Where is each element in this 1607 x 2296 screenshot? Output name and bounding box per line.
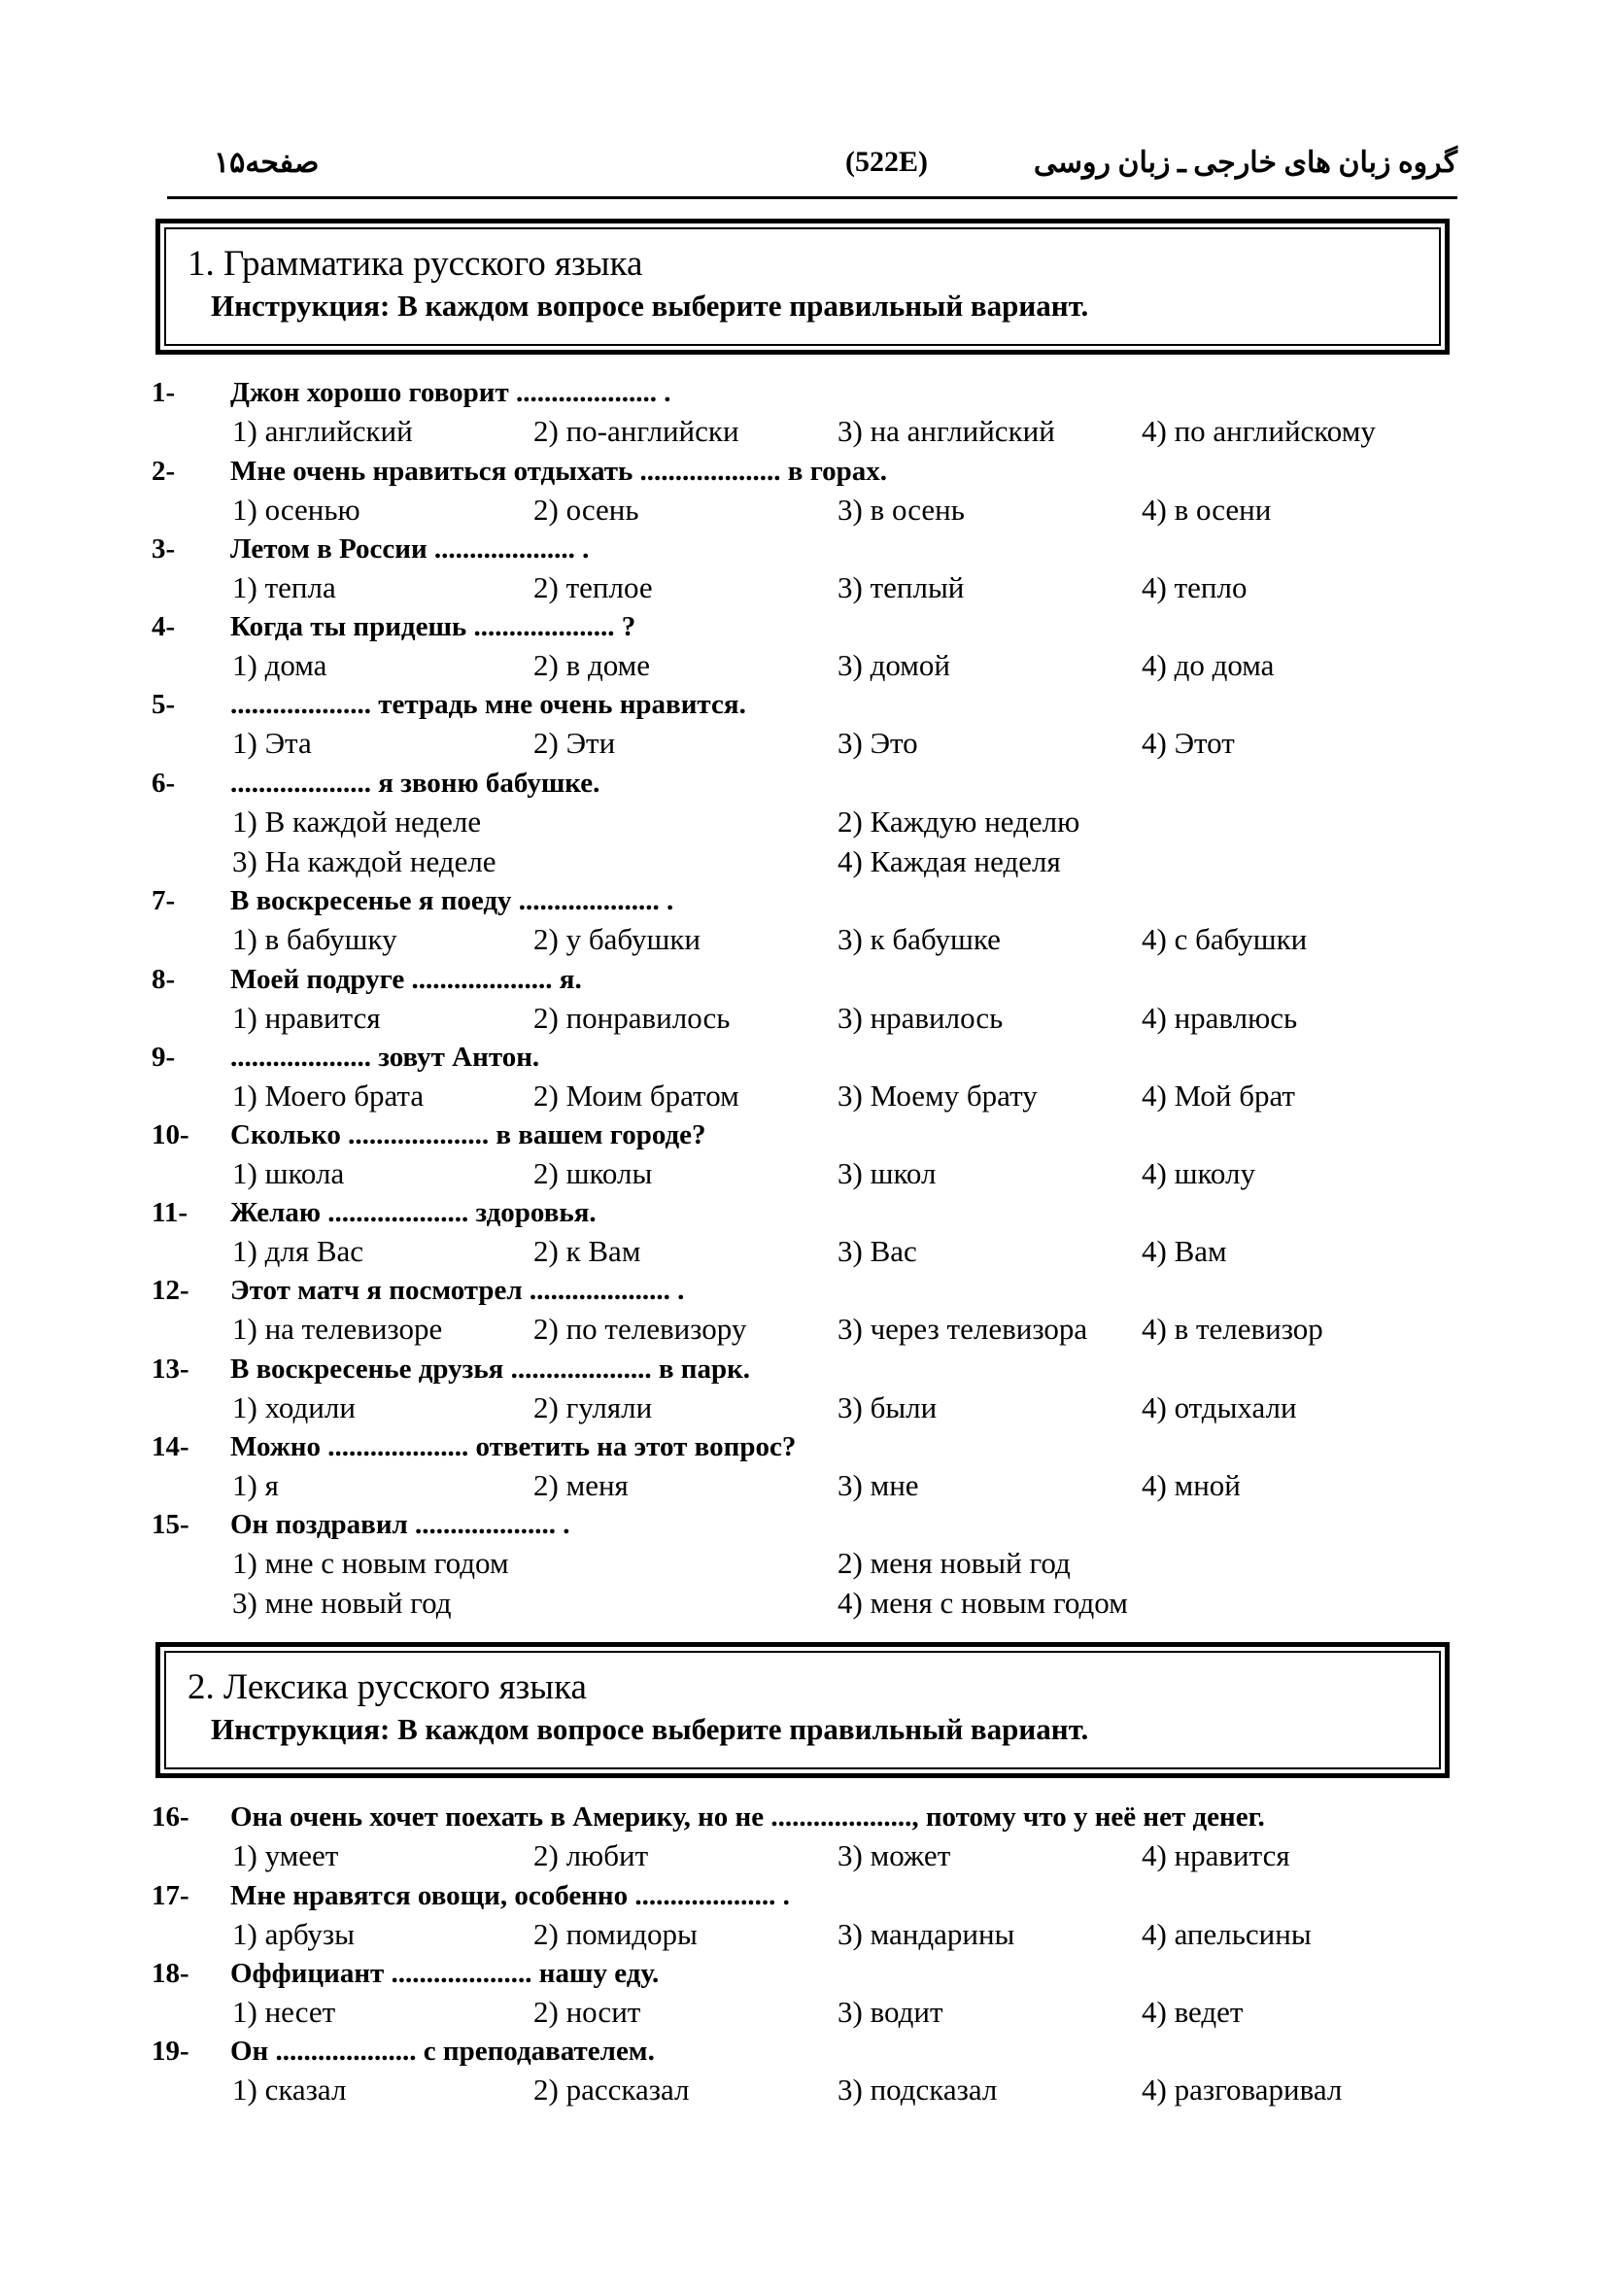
answer-option[interactable]: 4) Мой брат [1142,1079,1295,1113]
question-number: 17- [152,1880,189,1911]
question-stem: Этот матч я посмотрел .................... . [230,1275,685,1306]
answer-option[interactable]: 2) по-английски [533,414,739,448]
question-number: 5- [152,689,176,720]
question-stem: Мне нравятся овощи, особенно .................... . [230,1880,790,1911]
answer-option[interactable]: 2) любит [533,1838,649,1872]
question-stem: Летом в России .................... . [230,533,590,565]
answer-option[interactable]: 1) мне с новым годом [232,1546,509,1580]
answer-option[interactable]: 4) нравлюсь [1142,1001,1298,1035]
question-stem: Можно .................... ответить на этот вопрос? [230,1431,797,1462]
answer-option[interactable]: 3) На каждой неделе [232,844,496,878]
header-divider [167,196,1457,199]
answer-option[interactable]: 2) Каждую неделю [838,805,1080,839]
answer-option[interactable]: 3) были [838,1390,938,1424]
question-stem: Сколько .................... в вашем городе? [230,1119,706,1150]
answer-option[interactable]: 2) меня [533,1468,629,1502]
question-number: 8- [152,964,176,995]
question-stem: Когда ты придешь .................... ? [230,611,636,642]
answer-option[interactable]: 3) Вас [838,1234,917,1268]
answer-option[interactable]: 1) нравится [232,1001,381,1035]
question-stem: Он .................... с преподавателем. [230,2036,655,2067]
answer-option[interactable]: 1) несет [232,1995,336,2029]
question-number: 10- [152,1119,189,1150]
question-number: 14- [152,1431,189,1462]
answer-option[interactable]: 4) ведет [1142,1995,1244,2029]
answer-option[interactable]: 1) дома [232,648,327,682]
question-stem: В воскресенье друзья .................... в парк. [230,1354,751,1385]
answer-option[interactable]: 3) через телевизора [838,1312,1088,1346]
answer-option[interactable]: 2) у бабушки [533,922,701,956]
answer-option[interactable]: 1) тепла [232,570,336,604]
question-number: 9- [152,1042,176,1073]
answer-option[interactable]: 3) домой [838,648,950,682]
question-number: 19- [152,2036,189,2067]
answer-option[interactable]: 2) носит [533,1995,641,2029]
answer-option[interactable]: 3) школ [838,1156,937,1190]
question-number: 13- [152,1354,189,1385]
section-box-vocabulary [155,1642,1450,1778]
page-number: صفحه۱۵ [214,147,320,179]
question-stem: Она очень хочет поехать в Америку, но не ...................., потому что у неё нет денег. [230,1801,1265,1833]
answer-option[interactable]: 3) может [838,1838,951,1872]
answer-option[interactable]: 3) мандарины [838,1917,1015,1951]
answer-option[interactable]: 4) нравится [1142,1838,1290,1872]
question-number: 12- [152,1275,189,1306]
question-number: 18- [152,1958,189,1989]
answer-option[interactable]: 3) в осень [838,493,965,527]
answer-option[interactable]: 3) мне новый год [232,1586,452,1620]
answer-option[interactable]: 1) для Вас [232,1234,364,1268]
answer-option[interactable]: 2) гуляли [533,1390,653,1424]
answer-option[interactable]: 3) мне [838,1468,919,1502]
question-number: 11- [152,1197,188,1228]
answer-option[interactable]: 4) тепло [1142,570,1248,604]
answer-option[interactable]: 1) в бабушку [232,922,397,956]
question-number: 6- [152,768,176,799]
answer-option[interactable]: 3) на английский [838,414,1055,448]
answer-option[interactable]: 1) ходили [232,1390,356,1424]
section-box-grammar [155,219,1450,355]
answer-option[interactable]: 3) к бабушке [838,922,1001,956]
answer-option[interactable]: 2) к Вам [533,1234,641,1268]
answer-option[interactable]: 2) рассказал [533,2073,690,2107]
question-stem: Оффициант .................... нашу еду. [230,1958,660,1989]
question-number: 4- [152,611,176,642]
question-number: 7- [152,885,176,916]
answer-option[interactable]: 4) с бабушки [1142,922,1308,956]
answer-option[interactable]: 4) Вам [1142,1234,1227,1268]
question-stem: .................... тетрадь мне очень нравится. [230,689,746,720]
question-stem: Желаю .................... здоровья. [230,1197,597,1228]
answer-option[interactable]: 4) в осени [1142,493,1272,527]
question-number: 16- [152,1801,189,1833]
answer-option[interactable]: 4) апельсины [1142,1917,1312,1951]
answer-option[interactable]: 1) я [232,1468,279,1502]
answer-option[interactable]: 1) осенью [232,493,360,527]
answer-option[interactable]: 4) мной [1142,1468,1241,1502]
question-number: 15- [152,1509,189,1540]
answer-option[interactable]: 1) умеет [232,1838,339,1872]
answer-option[interactable]: 1) Эта [232,726,312,760]
answer-option[interactable]: 2) Эти [533,726,616,760]
answer-option[interactable]: 1) Моего брата [232,1079,425,1113]
page-header [165,146,1457,194]
answer-option[interactable]: 2) понравилось [533,1001,731,1035]
question-number: 2- [152,456,176,487]
question-stem: В воскресенье я поеду .................... . [230,885,674,916]
section-title: 1. Грамматика русского языка [188,244,643,284]
answer-option[interactable]: 4) Этот [1142,726,1235,760]
answer-option[interactable]: 2) помидоры [533,1917,698,1951]
answer-option[interactable]: 4) школу [1142,1156,1255,1190]
answer-option[interactable]: 3) Это [838,726,918,760]
answer-option[interactable]: 2) осень [533,493,639,527]
answer-option[interactable]: 3) нравилось [838,1001,1004,1035]
question-stem: .................... я звоню бабушке. [230,768,600,799]
exam-code: (522E) [845,146,928,178]
section-instruction: Инструкция: В каждом вопросе выберите правильный вариант. [211,1712,1089,1746]
answer-option[interactable]: 2) Моим братом [533,1079,739,1113]
question-stem: Он поздравил .................... . [230,1509,570,1540]
answer-option[interactable]: 3) Моему брату [838,1079,1038,1113]
answer-option[interactable]: 4) отдыхали [1142,1390,1297,1424]
answer-option[interactable]: 1) В каждой неделе [232,805,482,839]
question-stem: Джон хорошо говорит .................... . [230,377,671,408]
section-title: 2. Лексика русского языка [188,1667,587,1707]
answer-option[interactable]: 2) теплое [533,570,653,604]
answer-option[interactable]: 4) разговаривал [1142,2073,1343,2107]
question-number: 3- [152,533,176,565]
answer-option[interactable]: 2) в доме [533,648,651,682]
exam-group-title: گروه زبان های خارجی ـ زبان روسی [1033,147,1457,179]
answer-option[interactable]: 3) подсказал [838,2073,998,2107]
answer-option[interactable]: 1) на телевизоре [232,1312,443,1346]
answer-option[interactable]: 1) сказал [232,2073,347,2107]
answer-option[interactable]: 4) меня с новым годом [838,1586,1128,1620]
answer-option[interactable]: 3) теплый [838,570,965,604]
answer-option[interactable]: 4) в телевизор [1142,1312,1323,1346]
question-number: 1- [152,377,176,408]
answer-option[interactable]: 3) водит [838,1995,943,2029]
answer-option[interactable]: 2) меня новый год [838,1546,1071,1580]
answer-option[interactable]: 2) школы [533,1156,653,1190]
answer-option[interactable]: 4) Каждая неделя [838,844,1061,878]
question-stem: Моей подруге .................... я. [230,964,582,995]
answer-option[interactable]: 1) английский [232,414,413,448]
question-stem: .................... зовут Антон. [230,1042,540,1073]
answer-option[interactable]: 2) по телевизору [533,1312,747,1346]
answer-option[interactable]: 4) до дома [1142,648,1275,682]
answer-option[interactable]: 1) арбузы [232,1917,355,1951]
answer-option[interactable]: 4) по английскому [1142,414,1376,448]
question-stem: Мне очень нравиться отдыхать .................... в горах. [230,456,888,487]
section-instruction: Инструкция: В каждом вопросе выберите правильный вариант. [211,289,1089,323]
answer-option[interactable]: 1) школа [232,1156,345,1190]
